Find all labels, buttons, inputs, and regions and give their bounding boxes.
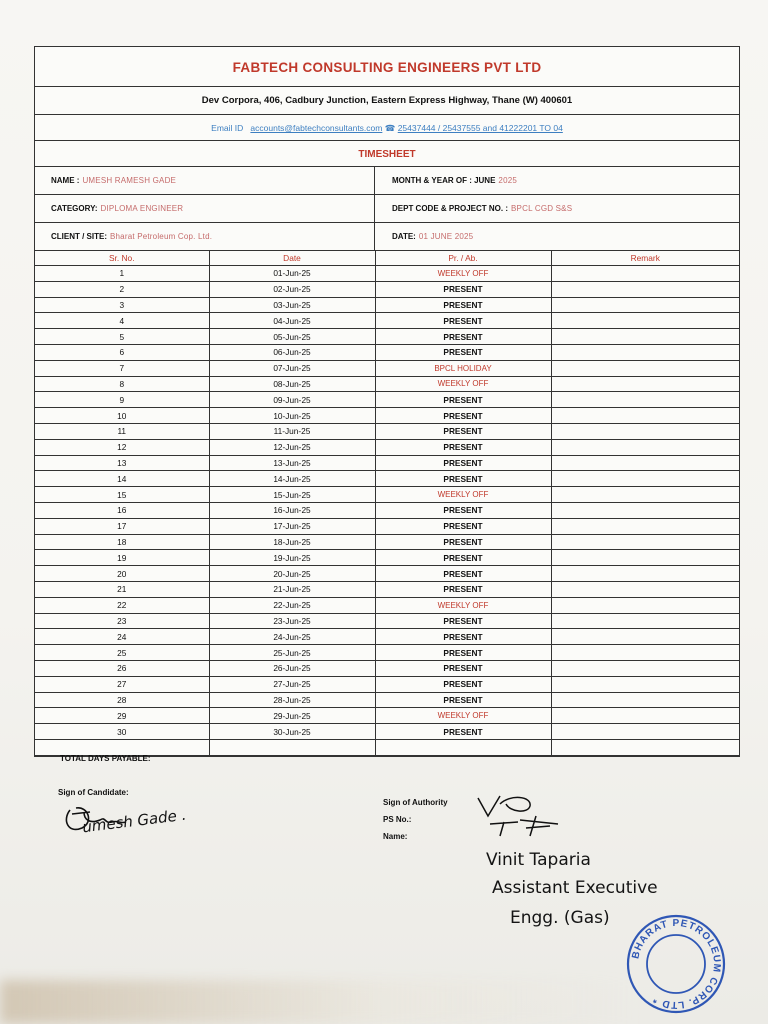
- client-cell: [35, 223, 375, 250]
- sr-no-cell: 19: [35, 550, 209, 566]
- date-cell: 12-Jun-25: [209, 439, 375, 455]
- table-row: [35, 344, 739, 360]
- blank-row: [35, 739, 739, 755]
- header-date: Date: [209, 251, 375, 266]
- sr-no-cell: 10: [35, 408, 209, 424]
- table-row: [35, 629, 739, 645]
- table-row: [35, 613, 739, 629]
- dept-value: BPCL CGD S&S: [511, 204, 573, 213]
- status-cell: PRESENT: [375, 471, 551, 487]
- status-cell: BPCL HOLIDAY: [375, 360, 551, 376]
- status-cell: PRESENT: [375, 297, 551, 313]
- table-row: [35, 455, 739, 471]
- sr-no-cell: 12: [35, 439, 209, 455]
- status-cell: PRESENT: [375, 645, 551, 661]
- remark-cell: [551, 281, 739, 297]
- remark-cell: [551, 313, 739, 329]
- status-cell: PRESENT: [375, 344, 551, 360]
- remark-cell: [551, 376, 739, 392]
- date-cell: 29-Jun-25: [209, 708, 375, 724]
- sr-no-cell: 23: [35, 613, 209, 629]
- date-cell: 25-Jun-25: [209, 645, 375, 661]
- sr-no-cell: 6: [35, 344, 209, 360]
- date-cell: 17-Jun-25: [209, 518, 375, 534]
- date-cell: 24-Jun-25: [209, 629, 375, 645]
- attendance-body: [35, 266, 739, 740]
- total-days-label: TOTAL DAYS PAYABLE:: [60, 754, 151, 763]
- dept-label: DEPT CODE & PROJECT NO. :: [392, 204, 509, 213]
- date-value: 01 JUNE 2025: [418, 232, 474, 241]
- phone-numbers: 25437444 / 25437555 and 41222201 TO 04: [397, 123, 563, 133]
- status-cell: PRESENT: [375, 676, 551, 692]
- info-row-category: [35, 195, 739, 223]
- photo-shadow: [0, 980, 640, 1024]
- table-header-row: [35, 251, 739, 266]
- name-label-authority: Name:: [383, 832, 408, 841]
- sr-no-cell: 20: [35, 566, 209, 582]
- timesheet-form: [34, 46, 740, 757]
- sr-no-cell: 17: [35, 518, 209, 534]
- table-row: [35, 266, 739, 282]
- category-value: DIPLOMA ENGINEER: [100, 204, 184, 213]
- header-sr-no: Sr. No.: [35, 251, 209, 266]
- remark-cell: [551, 708, 739, 724]
- sr-no-cell: 25: [35, 645, 209, 661]
- status-cell: PRESENT: [375, 518, 551, 534]
- table-row: [35, 297, 739, 313]
- remark-cell: [551, 360, 739, 376]
- sr-no-cell: 28: [35, 692, 209, 708]
- month-value: 2025: [498, 176, 518, 185]
- date-cell: 21-Jun-25: [209, 581, 375, 597]
- sr-no-cell: 15: [35, 487, 209, 503]
- name-label: NAME :: [51, 176, 80, 185]
- remark-cell: [551, 645, 739, 661]
- date-cell: [375, 223, 739, 250]
- date-cell: 04-Jun-25: [209, 313, 375, 329]
- remark-cell: [551, 518, 739, 534]
- sr-no-cell: 7: [35, 360, 209, 376]
- svg-text:BHARAT PETROLEUM CORP. LTD *: BHARAT PETROLEUM CORP. LTD *: [630, 917, 723, 1011]
- blank-cell: [375, 739, 551, 755]
- status-cell: PRESENT: [375, 692, 551, 708]
- sr-no-cell: 16: [35, 502, 209, 518]
- attendance-table: [35, 251, 739, 756]
- remark-cell: [551, 455, 739, 471]
- table-row: [35, 534, 739, 550]
- date-cell: 05-Jun-25: [209, 329, 375, 345]
- sign-authority-label: Sign of Authority: [383, 798, 448, 807]
- blank-cell: [551, 739, 739, 755]
- sr-no-cell: 1: [35, 266, 209, 282]
- remark-cell: [551, 692, 739, 708]
- remark-cell: [551, 297, 739, 313]
- email-prefix: Email ID: [211, 123, 244, 133]
- sr-no-cell: 14: [35, 471, 209, 487]
- status-cell: WEEKLY OFF: [375, 597, 551, 613]
- table-row: [35, 708, 739, 724]
- date-cell: 10-Jun-25: [209, 408, 375, 424]
- remark-cell: [551, 266, 739, 282]
- remark-cell: [551, 392, 739, 408]
- remark-cell: [551, 439, 739, 455]
- table-row: [35, 376, 739, 392]
- candidate-handwritten-name: umesh Gade .: [81, 805, 188, 837]
- table-row: [35, 581, 739, 597]
- status-cell: PRESENT: [375, 329, 551, 345]
- sr-no-cell: 30: [35, 724, 209, 740]
- sr-no-cell: 5: [35, 329, 209, 345]
- status-cell: PRESENT: [375, 660, 551, 676]
- company-name: FABTECH CONSULTING ENGINEERS PVT LTD: [35, 47, 739, 87]
- date-cell: 13-Jun-25: [209, 455, 375, 471]
- table-row: [35, 550, 739, 566]
- date-cell: 27-Jun-25: [209, 676, 375, 692]
- name-cell: [35, 167, 375, 194]
- sr-no-cell: 3: [35, 297, 209, 313]
- authority-designation: Assistant Executive: [492, 878, 658, 898]
- sr-no-cell: 2: [35, 281, 209, 297]
- sign-candidate-label: Sign of Candidate:: [58, 788, 129, 797]
- name-value: UMESH RAMESH GADE: [82, 176, 177, 185]
- remark-cell: [551, 597, 739, 613]
- remark-cell: [551, 408, 739, 424]
- remark-cell: [551, 344, 739, 360]
- remark-cell: [551, 534, 739, 550]
- authority-signature: [470, 790, 570, 840]
- status-cell: PRESENT: [375, 566, 551, 582]
- status-cell: WEEKLY OFF: [375, 376, 551, 392]
- month-cell: [375, 167, 739, 194]
- table-row: [35, 329, 739, 345]
- remark-cell: [551, 566, 739, 582]
- status-cell: PRESENT: [375, 439, 551, 455]
- date-cell: 20-Jun-25: [209, 566, 375, 582]
- sr-no-cell: 11: [35, 423, 209, 439]
- sr-no-cell: 27: [35, 676, 209, 692]
- table-row: [35, 724, 739, 740]
- sr-no-cell: 26: [35, 660, 209, 676]
- blank-cell: [35, 739, 209, 755]
- client-label: CLIENT / SITE:: [51, 232, 107, 241]
- date-cell: 19-Jun-25: [209, 550, 375, 566]
- table-row: [35, 471, 739, 487]
- date-cell: 11-Jun-25: [209, 423, 375, 439]
- table-row: [35, 660, 739, 676]
- status-cell: PRESENT: [375, 581, 551, 597]
- table-row: [35, 360, 739, 376]
- phone-icon: ☎: [384, 123, 396, 133]
- date-cell: 16-Jun-25: [209, 502, 375, 518]
- info-row-name: [35, 167, 739, 195]
- status-cell: PRESENT: [375, 392, 551, 408]
- table-row: [35, 392, 739, 408]
- status-cell: PRESENT: [375, 455, 551, 471]
- date-cell: 26-Jun-25: [209, 660, 375, 676]
- remark-cell: [551, 724, 739, 740]
- status-cell: PRESENT: [375, 550, 551, 566]
- status-cell: WEEKLY OFF: [375, 266, 551, 282]
- status-cell: PRESENT: [375, 534, 551, 550]
- authority-department: Engg. (Gas): [510, 908, 610, 928]
- date-cell: 09-Jun-25: [209, 392, 375, 408]
- table-row: [35, 597, 739, 613]
- date-cell: 18-Jun-25: [209, 534, 375, 550]
- remark-cell: [551, 329, 739, 345]
- remark-cell: [551, 676, 739, 692]
- date-cell: 14-Jun-25: [209, 471, 375, 487]
- company-contact: [35, 115, 739, 141]
- status-cell: PRESENT: [375, 408, 551, 424]
- status-cell: PRESENT: [375, 281, 551, 297]
- page-title: TIMESHEET: [35, 141, 739, 167]
- table-row: [35, 439, 739, 455]
- remark-cell: [551, 423, 739, 439]
- ps-no-label: PS No.:: [383, 815, 412, 824]
- status-cell: PRESENT: [375, 629, 551, 645]
- table-row: [35, 408, 739, 424]
- status-cell: PRESENT: [375, 724, 551, 740]
- sr-no-cell: 21: [35, 581, 209, 597]
- sr-no-cell: 18: [35, 534, 209, 550]
- status-cell: PRESENT: [375, 423, 551, 439]
- table-row: [35, 423, 739, 439]
- date-cell: 22-Jun-25: [209, 597, 375, 613]
- month-label: MONTH & YEAR OF : JUNE: [392, 176, 496, 185]
- status-cell: WEEKLY OFF: [375, 487, 551, 503]
- date-cell: 30-Jun-25: [209, 724, 375, 740]
- remark-cell: [551, 613, 739, 629]
- date-cell: 08-Jun-25: [209, 376, 375, 392]
- table-row: [35, 487, 739, 503]
- table-row: [35, 692, 739, 708]
- status-cell: WEEKLY OFF: [375, 708, 551, 724]
- remark-cell: [551, 502, 739, 518]
- sr-no-cell: 22: [35, 597, 209, 613]
- date-cell: 01-Jun-25: [209, 266, 375, 282]
- remark-cell: [551, 581, 739, 597]
- status-cell: PRESENT: [375, 502, 551, 518]
- remark-cell: [551, 471, 739, 487]
- remark-cell: [551, 629, 739, 645]
- date-cell: 06-Jun-25: [209, 344, 375, 360]
- sr-no-cell: 29: [35, 708, 209, 724]
- category-cell: [35, 195, 375, 222]
- status-cell: PRESENT: [375, 613, 551, 629]
- category-label: CATEGORY:: [51, 204, 98, 213]
- sr-no-cell: 9: [35, 392, 209, 408]
- date-cell: 02-Jun-25: [209, 281, 375, 297]
- date-cell: 28-Jun-25: [209, 692, 375, 708]
- dept-cell: [375, 195, 739, 222]
- status-cell: PRESENT: [375, 313, 551, 329]
- table-row: [35, 566, 739, 582]
- date-label: DATE:: [392, 232, 416, 241]
- table-row: [35, 502, 739, 518]
- date-cell: 23-Jun-25: [209, 613, 375, 629]
- header-status: Pr. / Ab.: [375, 251, 551, 266]
- date-cell: 15-Jun-25: [209, 487, 375, 503]
- sr-no-cell: 24: [35, 629, 209, 645]
- info-row-client: [35, 223, 739, 251]
- date-cell: 03-Jun-25: [209, 297, 375, 313]
- table-row: [35, 645, 739, 661]
- sr-no-cell: 8: [35, 376, 209, 392]
- blank-cell: [209, 739, 375, 755]
- sr-no-cell: 13: [35, 455, 209, 471]
- table-row: [35, 281, 739, 297]
- remark-cell: [551, 487, 739, 503]
- remark-cell: [551, 550, 739, 566]
- table-row: [35, 313, 739, 329]
- sr-no-cell: 4: [35, 313, 209, 329]
- table-row: [35, 676, 739, 692]
- company-address: Dev Corpora, 406, Cadbury Junction, Eastern Express Highway, Thane (W) 400601: [35, 87, 739, 115]
- date-cell: 07-Jun-25: [209, 360, 375, 376]
- email-link[interactable]: accounts@fabtechconsultants.com: [250, 123, 383, 133]
- client-value: Bharat Petroleum Cop. Ltd.: [110, 232, 213, 241]
- remark-cell: [551, 660, 739, 676]
- table-row: [35, 518, 739, 534]
- authority-name: Vinit Taparia: [486, 850, 591, 870]
- header-remark: Remark: [551, 251, 739, 266]
